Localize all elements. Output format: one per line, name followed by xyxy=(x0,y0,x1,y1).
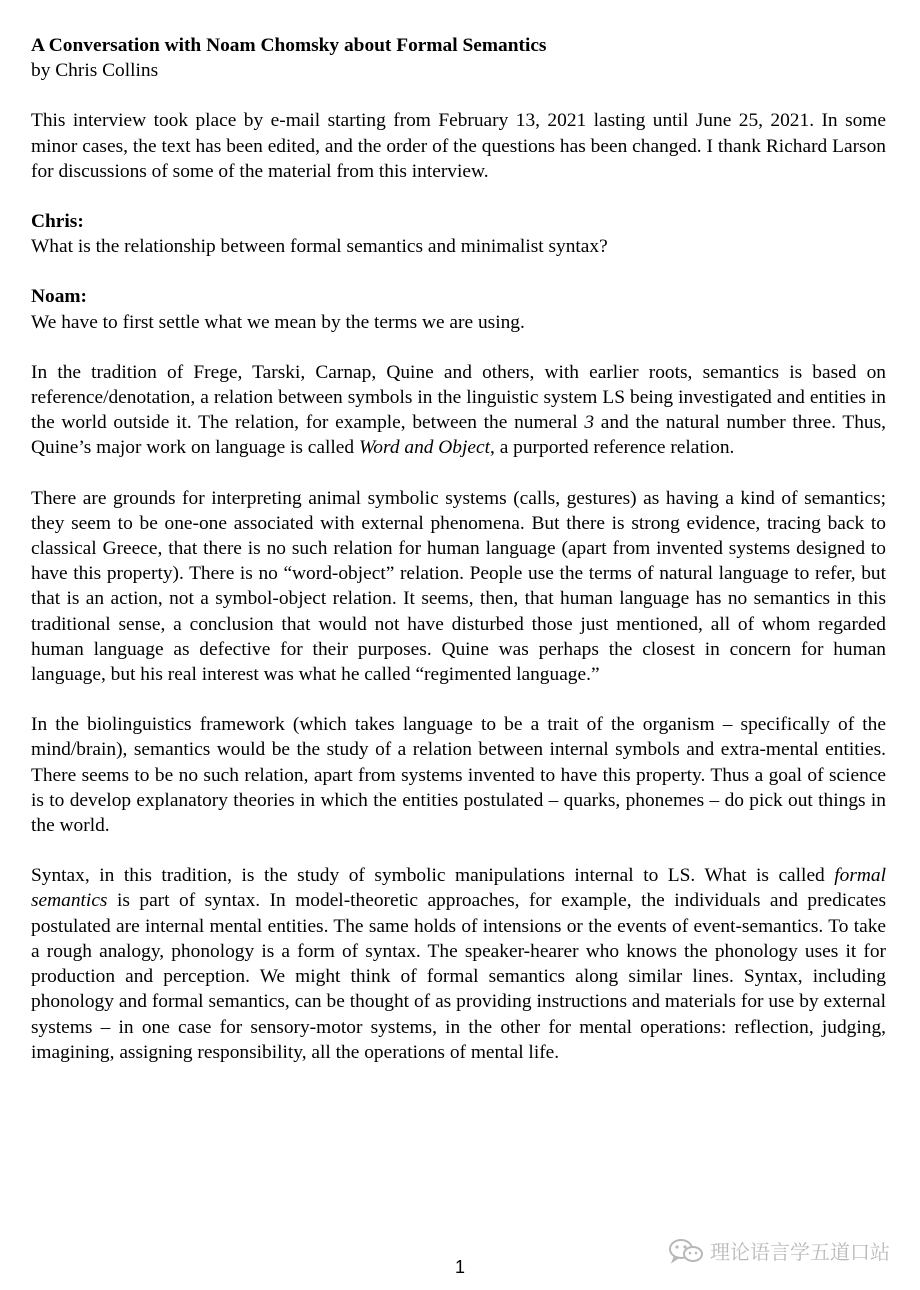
question-speaker: Chris: xyxy=(31,211,84,233)
paragraph-text: Syntax, in this tradition, is the study of symbolic manipulations internal to LS. What is called xyxy=(31,865,835,887)
paragraph-syntax xyxy=(31,863,886,1065)
intro-paragraph: This interview took place by e-mail starting from February 13, 2021 lasting until June 25, 2021. In some minor cases, the text has been edited, and the order of the questions has been changed. I thank Richard Larson for discussions of some of the material from this interview. xyxy=(31,110,886,182)
page-number: 1 xyxy=(454,1257,465,1277)
paragraph-text: , a purported reference relation. xyxy=(490,437,735,459)
italic-numeral: 3 xyxy=(584,412,595,434)
question-text: What is the relationship between formal semantics and minimalist syntax? xyxy=(31,236,608,258)
paragraph-tradition xyxy=(31,360,886,461)
paragraph-text: In the tradition of Frege, Tarski, Carnap, Quine and others, with earlier roots, semantics is based on reference/denotation, a relation between symbols in the linguistic system LS being investigated and entities in the world outside it. The relation, for example, between the numeral xyxy=(31,361,886,434)
paragraph-animal-systems: There are grounds for interpreting animal symbolic systems (calls, gestures) as having a kind of semantics; they seem to be one-one associated with external phenomena. But there is strong evidence, tracing back to classical Greece, that there is no such relation for human language (apart from invented systems designed to have this property). There is no “word-object” relation. People use the terms of natural language to refer, but that is an action, not a symbol-object relation. It seems, then, that human language has no semantics in this traditional sense, a conclusion that would not have disturbed those just mentioned, all of whom regarded human language as defective for their purposes. Quine was perhaps the closest in concern for human language, but his real interest was what he called “regimented language.” xyxy=(31,487,886,686)
italic-book-title: Word and Object xyxy=(358,437,490,459)
document-byline: by Chris Collins xyxy=(31,60,159,82)
answer-speaker: Noam: xyxy=(31,286,88,308)
italic-formal-semantics: formal semantics xyxy=(31,865,886,912)
watermark-text: 理论语言学五道口站 xyxy=(710,1240,890,1264)
paragraph-text: and the natural number three. Thus, Quine’s major work on language is called xyxy=(31,412,886,459)
paragraph-biolinguistics: In the biolinguistics framework (which takes language to be a trait of the organism – specifically of the mind/brain), semantics would be the study of a relation between internal symbols and extra-mental entities. There seems to be no such relation, apart from systems invented to have this property. Thus a goal of science is to develop explanatory theories in which the entities postulated – quarks, phonemes – do pick out things in the world. xyxy=(31,714,886,837)
paragraph-text: is part of syntax. In model-theoretic approaches, for example, the individuals and predicates postulated are internal mental entities. The same holds of intensions or the events of event-semantics. To take a rough analogy, phonology is a form of syntax. The speaker-hearer who knows the phonology uses it for production and perception. We might think of formal semantics along similar lines. Syntax, including phonology and formal semantics, can be thought of as providing instructions and materials for use by external systems – in one case for sensory-motor systems, in the other for mental operations: reflection, judging, imagining, assigning responsibility, all the operations of mental life. xyxy=(31,890,886,1063)
document-page xyxy=(31,33,886,1090)
document-title: A Conversation with Noam Chomsky about Formal Semantics xyxy=(31,35,547,56)
answer-opening: We have to first settle what we mean by the terms we are using. xyxy=(31,311,525,333)
